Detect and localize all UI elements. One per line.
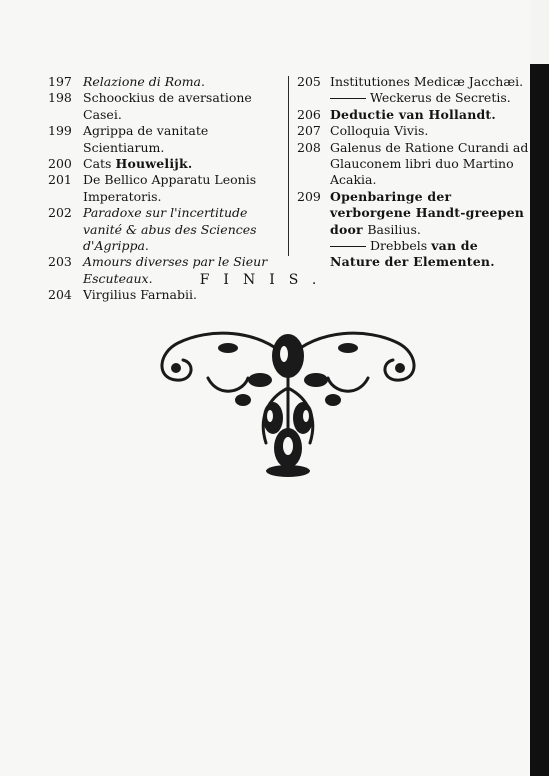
entry-title: [330, 140, 530, 189]
entry-title-part: van de Nature der Elementen.: [330, 238, 495, 270]
catalog-entry: [48, 205, 284, 254]
entry-title-part: Amours diverses par le Sieur Escuteaux.: [83, 254, 268, 286]
entry-number: 199: [48, 123, 72, 139]
catalog-entry: [297, 238, 530, 271]
entry-number: 198: [48, 90, 72, 106]
entry-number: 209: [297, 188, 321, 204]
catalog-entry: [48, 74, 284, 90]
entry-number: 205: [297, 74, 321, 89]
entry-title-part: Weckerus de Secretis.: [370, 90, 511, 106]
entry-title-part: Colloquia Vivis.: [330, 123, 429, 139]
entry-title: [330, 238, 530, 271]
catalog-entry: [48, 287, 284, 303]
entry-number: 197: [48, 74, 72, 89]
entry-title: [83, 287, 284, 303]
catalog-entry: [48, 172, 284, 205]
column-divider: [288, 76, 289, 256]
entry-title: [330, 107, 530, 123]
entry-title: [83, 172, 284, 205]
entry-title-part: Basilius.: [367, 221, 421, 237]
entry-number: 201: [48, 172, 72, 188]
entry-title: [330, 90, 530, 106]
finis-heading: FINIS.: [199, 272, 331, 288]
entry-title: [83, 156, 284, 172]
entry-number: 207: [297, 123, 321, 139]
entry-number: 206: [297, 106, 321, 122]
floral-ornament-icon: [148, 318, 428, 478]
entry-number: 204: [48, 287, 72, 303]
entry-title-part: Schoockius de aversatione Casei.: [83, 90, 252, 122]
entry-title: [330, 189, 530, 238]
entry-title-part: Houwelijk.: [115, 156, 193, 172]
entry-title-part: Openbaringe der verborgene Handt-greepen door: [330, 188, 525, 237]
entry-title-part: Galenus de Ratione Curandi ad Glauconem libri duo Martino Acakia.: [330, 139, 529, 188]
catalog-entry: [297, 107, 530, 123]
entry-title: [83, 90, 284, 123]
entry-title-part: Relazione di Roma.: [83, 74, 205, 89]
entry-title-part: Agrippa de vanitate Scientiarum.: [83, 123, 209, 155]
entry-title-part: Cats: [83, 156, 116, 172]
entry-title: [83, 74, 284, 90]
entry-number: 200: [48, 156, 72, 172]
entry-title-part: De Bellico Apparatu Leonis Imperatoris.: [83, 172, 257, 204]
entry-title-part: Drebbels: [370, 238, 432, 254]
entry-title-part: Institutiones Medicæ Jacchæi.: [330, 74, 524, 89]
entry-number: [297, 90, 330, 106]
entry-title: [330, 123, 530, 139]
entry-title: [83, 205, 284, 254]
entry-title: [330, 74, 530, 90]
catalog-entry: [297, 189, 530, 238]
page-edge-shadow: [530, 64, 549, 776]
catalog-entry: [297, 90, 530, 106]
entry-title: [83, 123, 284, 156]
catalog-entry: [48, 123, 284, 156]
catalog-column-right: [297, 74, 530, 271]
catalog-entry: [297, 74, 530, 90]
entry-title-part: Deductie van Hollandt.: [330, 106, 496, 122]
ditto-dash: [330, 246, 366, 247]
entry-number: 208: [297, 139, 321, 155]
entry-number: 202: [48, 205, 72, 221]
entry-number: 203: [48, 254, 72, 270]
catalog-entry: [48, 156, 284, 172]
entry-title-part: Paradoxe sur l'incertitude vanité & abus des Sciences d'Agrippa.: [83, 205, 257, 254]
ditto-dash: [330, 98, 366, 99]
catalog-entry: [48, 90, 284, 123]
catalog-entry: [297, 140, 530, 189]
catalog-entry: [297, 123, 530, 139]
entry-title-part: Virgilius Farnabii.: [83, 287, 197, 303]
entry-number: [297, 238, 330, 271]
catalog-column-left: [48, 74, 284, 304]
